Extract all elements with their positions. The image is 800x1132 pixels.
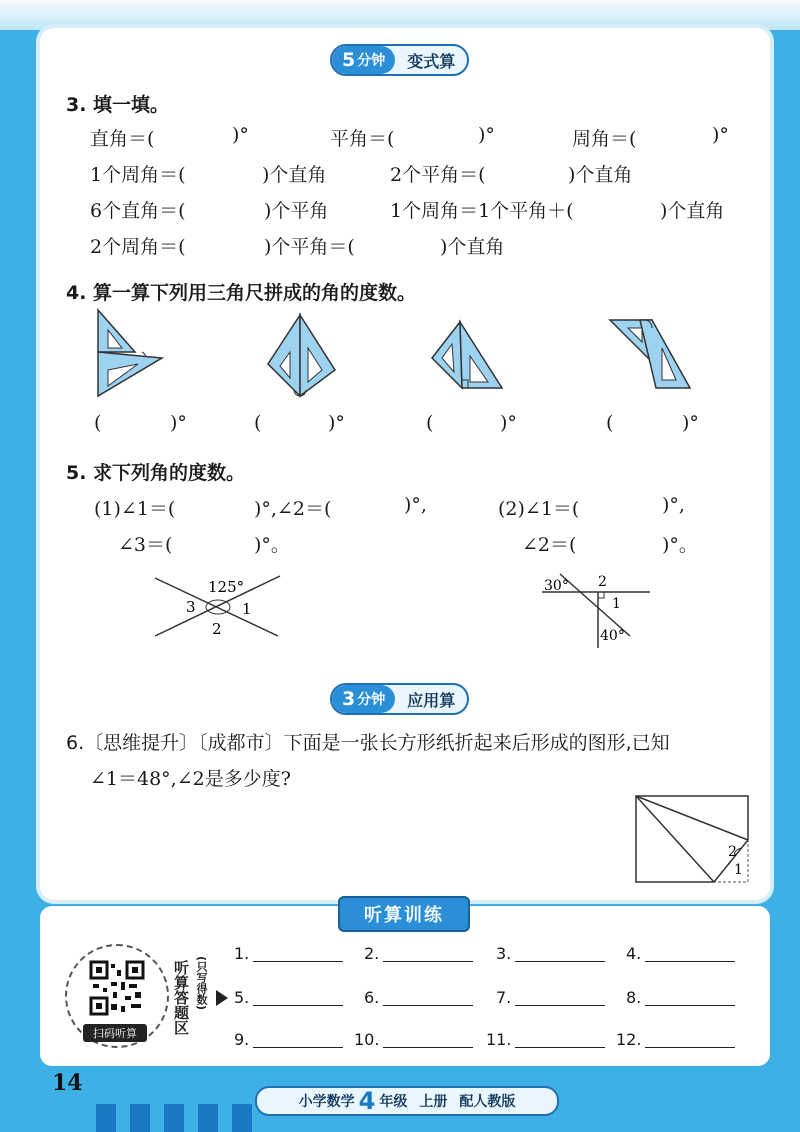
q5-p2-angle1: (2)∠1＝( [498, 498, 580, 520]
answer-slot-8[interactable]: 8. [626, 988, 735, 1007]
angle-label-1b: 1 [612, 596, 621, 612]
q3-row1-b1: 平角＝( [330, 128, 395, 150]
angle-label-2: 2 [212, 620, 222, 638]
angle-label-3: 3 [186, 598, 196, 616]
footer-term: 上册 [419, 1094, 448, 1110]
section-title: 变式算 [407, 51, 456, 71]
question-4-heading: 4. 算一算下列用三角尺拼成的角的度数。 [66, 282, 417, 304]
crossing-lines-figure [150, 570, 290, 646]
q3-row2-a1: 1个周角＝( [90, 164, 186, 186]
answer-area-note: (只写得数) [195, 956, 208, 1011]
perpendicular-figure [540, 570, 660, 650]
question-3-heading: 3. 填一填。 [66, 94, 170, 116]
set-square-figure-3 [432, 322, 502, 388]
q3-row2-b2: )个直角 [568, 164, 633, 186]
decorative-stripes [96, 1104, 252, 1132]
set-square-figure-1 [98, 310, 162, 396]
answer-slot-2[interactable]: 2. [364, 944, 473, 963]
set-square-figure-4 [610, 320, 690, 388]
set-square-figure-2 [268, 315, 335, 396]
answer-slot-7[interactable]: 7. [496, 988, 605, 1007]
folded-paper-figure [630, 792, 754, 888]
play-arrow-icon [216, 990, 228, 1006]
set-square-figures [80, 300, 720, 410]
q4-answer-1-open: ( [94, 412, 102, 434]
q5-p1-angle2: )°,∠2＝( [254, 498, 332, 520]
q3-row2-a2: )个直角 [262, 164, 327, 186]
q4-answer-3-close: )° [500, 412, 517, 434]
angle-label-1: 1 [242, 600, 252, 618]
footer-subject: 小学数学 [298, 1094, 355, 1110]
section-banner-variant [330, 44, 469, 76]
answer-slot-1[interactable]: 1. [234, 944, 343, 963]
q5-p1-angle1: (1)∠1＝( [94, 498, 176, 520]
q5-p2-end: )°, [662, 494, 685, 516]
qr-code-icon[interactable] [89, 960, 145, 1016]
angle-label-40: 40° [600, 628, 625, 644]
qr-scan-label: 扫码听算 [83, 1024, 147, 1042]
q3-row3-a1: 6个直角＝( [90, 200, 186, 222]
q4-answer-4-close: )° [682, 412, 699, 434]
q4-answer-4-open: ( [606, 412, 614, 434]
q3-row1-c1: 周角＝( [572, 128, 637, 150]
question-5-heading: 5. 求下列角的度数。 [66, 462, 246, 484]
fold-angle-label-1: 1 [734, 862, 743, 878]
fold-angle-label-2: 2 [728, 844, 737, 860]
footer-grade-number: 4 [358, 1087, 376, 1115]
q3-row4-a3: )个直角 [440, 236, 505, 258]
timer-badge: 5 分钟 [332, 46, 395, 74]
answer-slot-5[interactable]: 5. [234, 988, 343, 1007]
q4-answer-3-open: ( [426, 412, 434, 434]
answer-slot-3[interactable]: 3. [496, 944, 605, 963]
q5-p1-end2: )°。 [254, 534, 290, 556]
answer-slot-10[interactable]: 10. [354, 1030, 473, 1049]
answer-slot-9[interactable]: 9. [234, 1030, 343, 1049]
footer-edition: 配人教版 [459, 1094, 516, 1110]
q3-row1-b2: )° [478, 124, 495, 146]
q3-row3-b2: )个直角 [660, 200, 725, 222]
q3-row2-b1: 2个平角＝( [390, 164, 486, 186]
q5-p1-angle3: ∠3＝( [118, 534, 173, 556]
q3-row3-b1: 1个周角＝1个平角＋( [390, 200, 574, 222]
timer-badge: 3 分钟 [332, 685, 395, 713]
answer-area-label: 听算答题区 [172, 960, 190, 1035]
angle-label-125: 125° [208, 578, 245, 596]
answer-slot-12[interactable]: 12. [616, 1030, 735, 1049]
q4-answer-2-open: ( [254, 412, 262, 434]
answer-slot-6[interactable]: 6. [364, 988, 473, 1007]
top-frame [0, 0, 800, 30]
book-footer [255, 1086, 559, 1116]
q4-answer-2-close: )° [328, 412, 345, 434]
question-6-line1: 6.〔思维提升〕〔成都市〕下面是一张长方形纸折起来后形成的图形,已知 [66, 732, 670, 754]
q3-row1-a2: )° [232, 124, 249, 146]
q5-p2-end2: )°。 [662, 534, 698, 556]
question-6-line2: ∠1＝48°,∠2是多少度? [90, 768, 291, 790]
q3-row3-a2: )个平角 [264, 200, 329, 222]
q3-row1-a1: 直角＝( [90, 128, 155, 150]
answer-slot-11[interactable]: 11. [486, 1030, 605, 1049]
section-banner-application [330, 683, 469, 715]
q5-p2-angle2: ∠2＝( [522, 534, 577, 556]
angle-label-30: 30° [544, 578, 569, 594]
page-number: 14 [52, 1070, 83, 1096]
section-title: 应用算 [407, 690, 456, 710]
footer-grade-unit: 年级 [379, 1094, 408, 1110]
q5-p1-end: )°, [404, 494, 427, 516]
answer-slot-4[interactable]: 4. [626, 944, 735, 963]
listening-title: 听算训练 [338, 896, 470, 932]
q4-answer-1-close: )° [170, 412, 187, 434]
q3-row4-a2: )个平角＝( [264, 236, 355, 258]
q3-row4-a1: 2个周角＝( [90, 236, 186, 258]
angle-label-2b: 2 [598, 574, 607, 590]
q3-row1-c2: )° [712, 124, 729, 146]
